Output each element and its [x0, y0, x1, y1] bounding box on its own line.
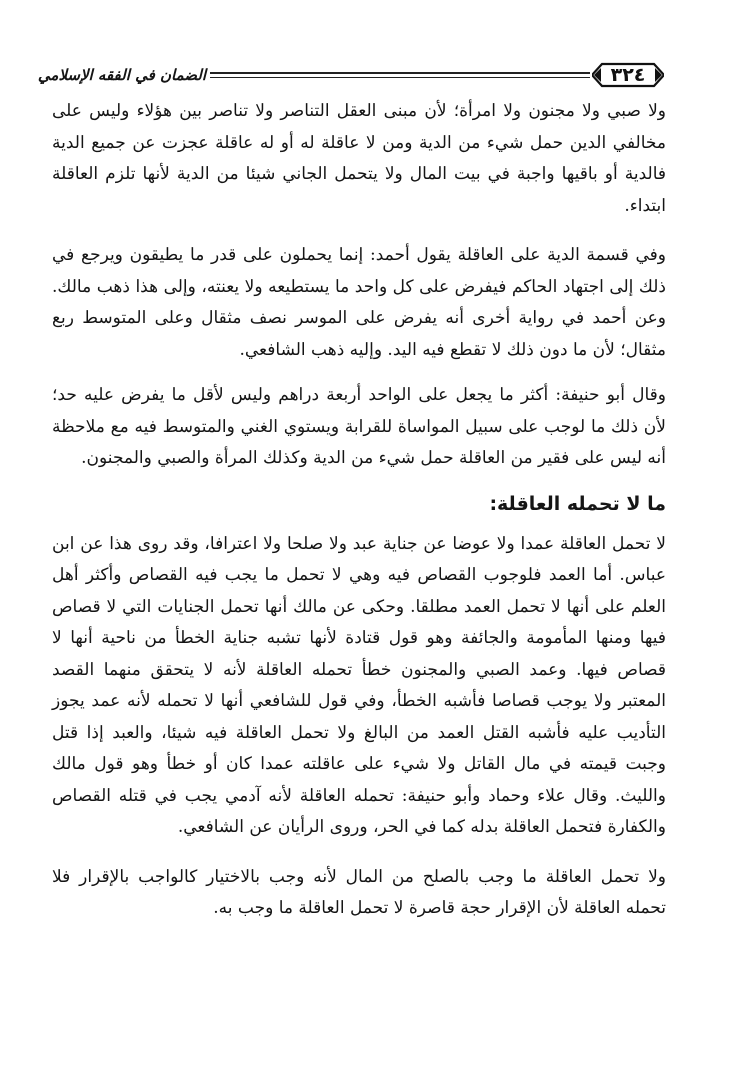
section-heading: ما لا تحمله العاقلة: — [489, 492, 666, 515]
header-rule — [210, 72, 590, 78]
body-paragraph: ولا تحمل العاقلة ما وجب بالصلح من المال لأنه وجب بالاختيار كالواجب بالإقرار فلا تحمله العاقلة لأن الإقرار حجة قاصرة لا تحمل العاقلة ما وجب به. — [52, 866, 666, 918]
page-body — [52, 96, 666, 925]
body-paragraph: ولا صبي ولا مجنون ولا امرأة؛ لأن مبنى العقل التناصر ولا تناصر بين هؤلاء وليس على مخالفي الدين حمل شيء من الدية ومن لا عاقلة له أو له عاقلة عجزت عن جميع الدية فالدية أو باقيها واجبة في بيت المال ولا يتحمل الجاني شيئا من الدية لأنها تلزم العاقلة ابتداء. — [52, 101, 666, 216]
body-paragraph: لا تحمل العاقلة عمدا ولا عوضا عن جناية عبد ولا صلحا ولا اعترافا، وقد روى هذا عن ابن عباس. أما العمد فلوجوب القصاص فيه وهي لا تحمل ما يجب فيه القصاص وأكثر أهل العلم على أنها لا تحمل العمد مطلقا. وحكى عن مالك أنها تحمل الجنايات التي لا قصاص فيها ومنها المأمومة والجائفة وهو قول قتادة لأنها تشبه جناية الخطأ من ناحية أنها لا قصاص فيها. وعمد الصبي والمجنون خطأ تحمله العاقلة لأنه لا يتحقق منهما القصد المعتبر ولا يوجب قصاصا فأشبه الخطأ، وفي قول للشافعي أنها لا تحمله لأنه عمد يجوز التأديب عليه فأشبه القتل العمد من البالغ ولا تحمل العاقلة فيه شيئا، والعبد إذا قتل وجبت قيمته في مال القاتل ولا شيء على عاقلته عمدا كان أو خطأ وهو قول مالك والليث. وقال علاء وحماد وأبو حنيفة: تحمله العاقلة لأنه آدمي يجب في قتله القصاص والكفارة فتحمل العاقلة بدله كما في الحر، وروى الرأيان عن الشافعي. — [52, 533, 666, 837]
body-paragraph: وقال أبو حنيفة: أكثر ما يجعل على الواحد أربعة دراهم وليس لأقل ما يفرض عليه حد؛ لأن ذلك ما لوجب على سبيل المواساة للقرابة ويستوي الغني والمتوسط فيه مع ملاحظة أنه ليس على فقير من العاقلة حمل شيء من الدية وكذلك المرأة والصبي والمجنون. — [52, 385, 666, 468]
page-header — [37, 60, 664, 94]
running-title: الضمان في الفقه الإسلامي — [37, 66, 206, 84]
page-number-badge — [592, 62, 664, 88]
body-paragraph: وفي قسمة الدية على العاقلة يقول أحمد: إنما يحملون على قدر ما يطيقون ويرجع في ذلك إلى اجتهاد الحاكم فيفرض على كل واحد ما يستطيعه ولا يعنته، وإلى هذا ذهب مالك. وعن أحمد في رواية أخرى أنه يفرض على الموسر نصف مثقال وعلى المتوسط ربع مثقال؛ لأن ما دون ذلك لا تقطع فيه اليد. وإليه ذهب الشافعي. — [52, 245, 666, 360]
page-number: ٣٢٤ — [610, 64, 646, 86]
